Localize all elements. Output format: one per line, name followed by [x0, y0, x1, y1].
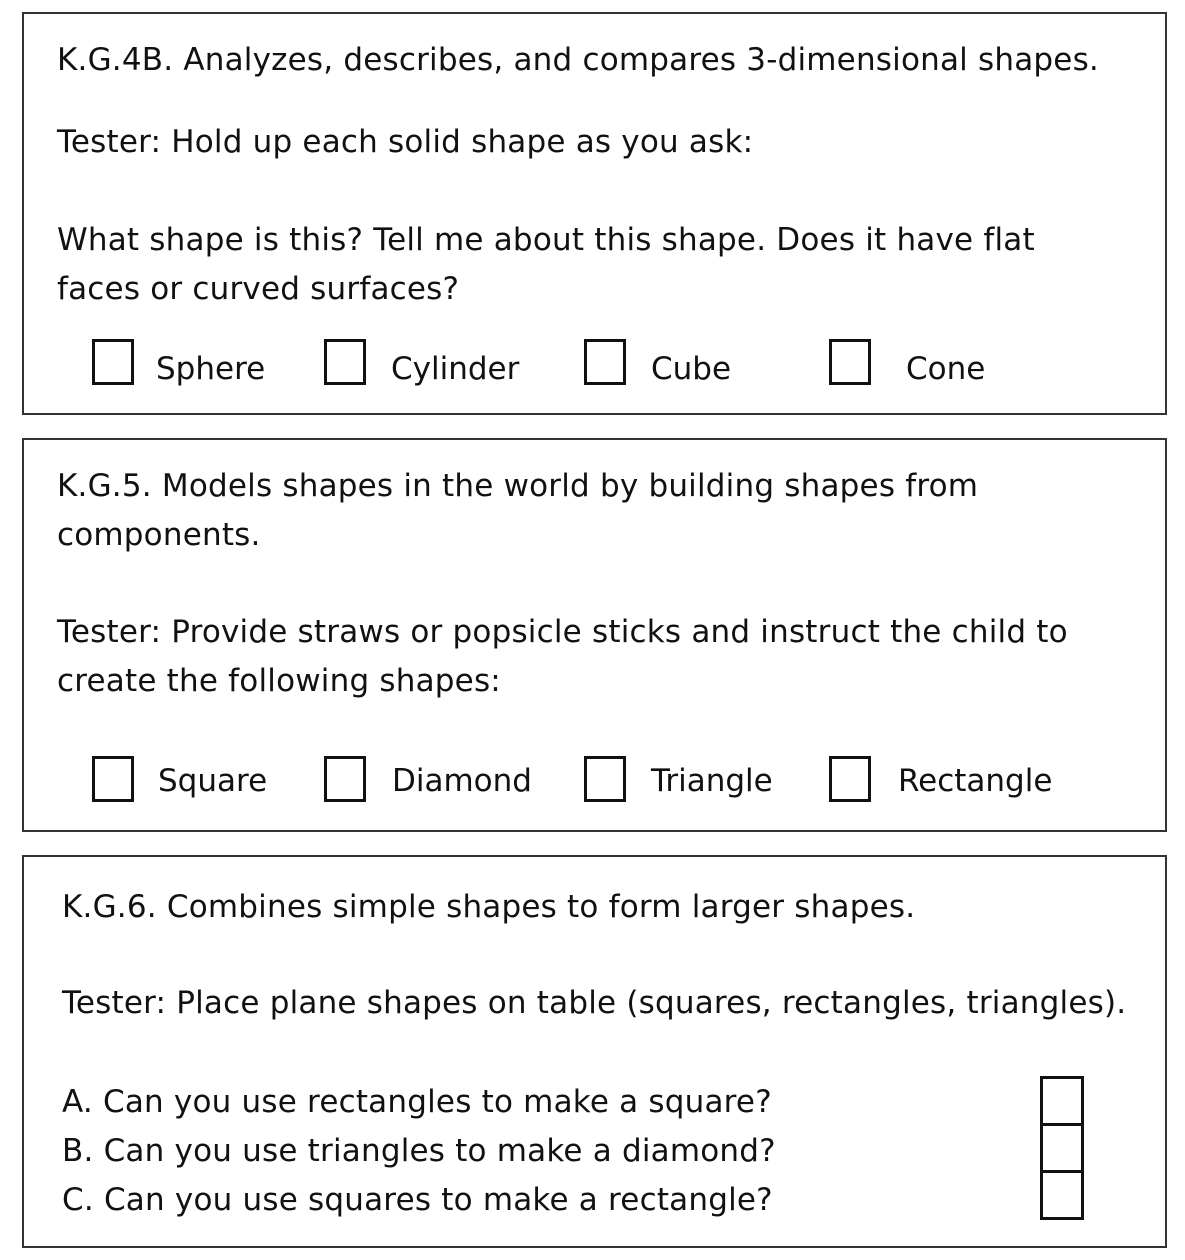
section-kg5	[22, 438, 1167, 832]
cube-label: Cube	[651, 351, 732, 387]
section-kg4b	[22, 12, 1167, 415]
section-title: K.G.5. Models shapes in the world by building shapes from	[57, 468, 979, 504]
rectangle-checkbox[interactable]	[829, 756, 871, 802]
tester-instruction: Tester: Hold up each solid shape as you ask:	[57, 124, 754, 160]
cone-label: Cone	[906, 351, 986, 387]
question-c: C. Can you use squares to make a rectangle?	[62, 1182, 773, 1218]
diamond-checkbox[interactable]	[324, 756, 366, 802]
tester-instruction: Tester: Place plane shapes on table (squares, rectangles, triangles).	[62, 985, 1127, 1021]
cylinder-checkbox[interactable]	[324, 339, 366, 385]
tester-instruction: create the following shapes:	[57, 663, 501, 699]
cylinder-label: Cylinder	[391, 351, 520, 387]
sphere-label: Sphere	[156, 351, 266, 387]
sphere-checkbox[interactable]	[92, 339, 134, 385]
question-c-checkbox[interactable]	[1040, 1170, 1084, 1220]
section-title: K.G.4B. Analyzes, describes, and compares 3-dimensional shapes.	[57, 42, 1099, 78]
triangle-label: Triangle	[651, 763, 773, 799]
question-b-checkbox[interactable]	[1040, 1123, 1084, 1173]
rectangle-label: Rectangle	[898, 763, 1053, 799]
diamond-label: Diamond	[392, 763, 532, 799]
question-a-checkbox[interactable]	[1040, 1076, 1084, 1126]
question-b: B. Can you use triangles to make a diamond?	[62, 1133, 776, 1169]
square-checkbox[interactable]	[92, 756, 134, 802]
section-kg6	[22, 855, 1167, 1248]
question-line: What shape is this? Tell me about this shape. Does it have flat	[57, 222, 1035, 258]
tester-instruction: Tester: Provide straws or popsicle sticks and instruct the child to	[57, 614, 1068, 650]
section-title: components.	[57, 517, 261, 553]
section-title: K.G.6. Combines simple shapes to form larger shapes.	[62, 889, 916, 925]
question-a: A. Can you use rectangles to make a square?	[62, 1084, 772, 1120]
cone-checkbox[interactable]	[829, 339, 871, 385]
square-label: Square	[158, 763, 268, 799]
cube-checkbox[interactable]	[584, 339, 626, 385]
triangle-checkbox[interactable]	[584, 756, 626, 802]
question-line: faces or curved surfaces?	[57, 271, 460, 307]
